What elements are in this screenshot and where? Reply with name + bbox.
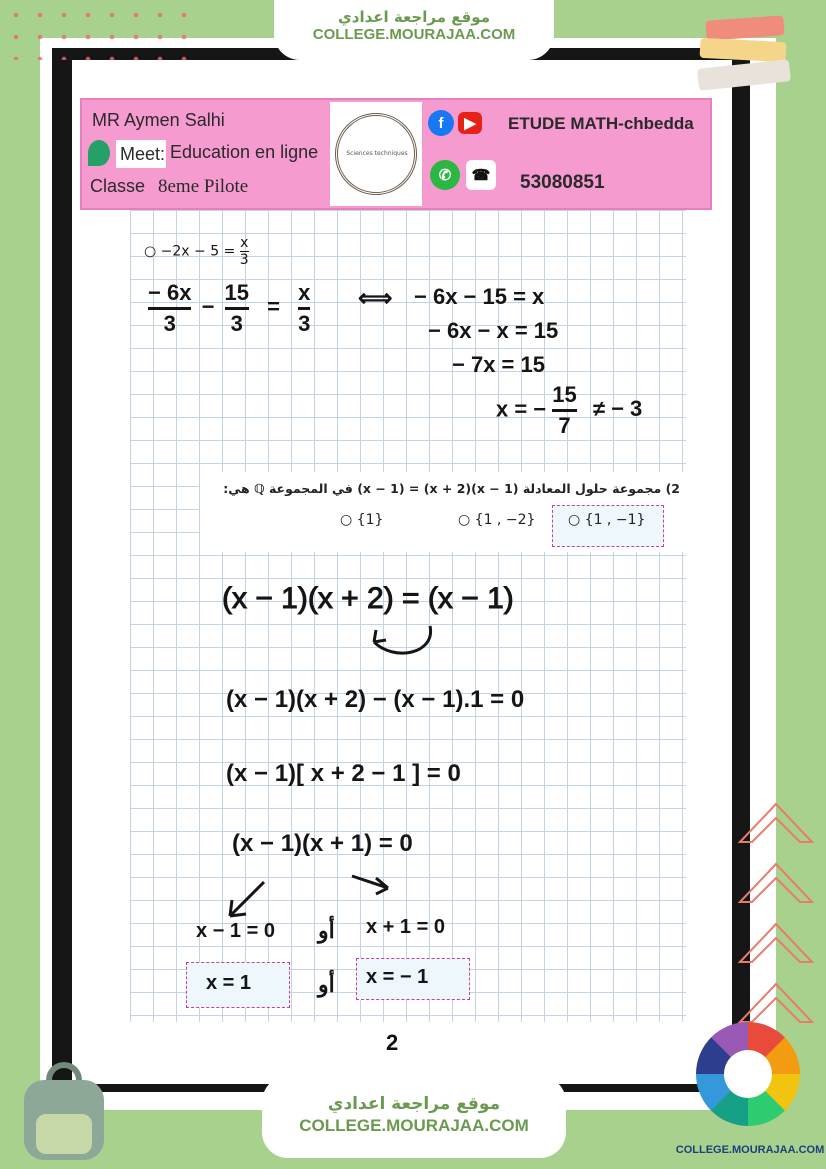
exercise2-question: 2) مجموعة حلول المعادلة (x − 1)(x + 2) = (x − 1) في المجموعة ℚ هي: — [223, 481, 680, 496]
whatsapp-icon[interactable]: ✆ — [430, 160, 460, 190]
option-b[interactable]: ○ {1 , −2} — [458, 512, 536, 528]
work2-left-eq: x − 1 = 0 — [196, 920, 275, 942]
facebook-icon[interactable]: f — [428, 110, 454, 136]
work2-step1: (x − 1)(x + 2) = (x − 1) — [222, 582, 514, 615]
option-c[interactable]: ○ {1 , −1} — [568, 512, 646, 528]
backpack-icon — [18, 1062, 110, 1162]
chevron-up-icon — [734, 850, 818, 914]
site-header-arabic: موقع مراجعة اعدادي — [338, 8, 490, 26]
arrow-left-down-icon — [220, 876, 280, 926]
site-header[interactable] — [274, 0, 554, 60]
work2-or2: أو — [318, 972, 335, 997]
site-badge[interactable] — [675, 1018, 825, 1166]
class-value: 8eme Pilote — [158, 176, 249, 197]
option-radio-icon: ○ — [458, 512, 471, 528]
option-a[interactable]: ○ {1} — [340, 512, 384, 528]
teacher-name: MR Aymen Salhi — [92, 110, 225, 130]
work2-step4: (x − 1)(x + 1) = 0 — [232, 830, 413, 857]
option-radio-icon: ○ — [144, 243, 157, 260]
class-label: Classe — [90, 176, 146, 196]
school-logo: Sciences techniques — [330, 102, 422, 206]
books-icon — [694, 14, 804, 94]
etude-title: ETUDE MATH-chbedda — [508, 114, 694, 133]
site-header-url[interactable]: COLLEGE.MOURAJAA.COM — [312, 26, 516, 43]
chevron-up-icon — [734, 910, 818, 974]
meet-text: Education en ligne — [170, 142, 319, 162]
option-radio-icon: ○ — [568, 512, 581, 528]
arrow-right-icon — [348, 870, 408, 900]
exercise1-equation: ○ −2x − 5 = $\frac{x}{3}$ — [144, 235, 249, 268]
phone-number: 53080851 — [520, 172, 605, 193]
phone-icon[interactable]: ☎ — [466, 160, 496, 190]
meet-label: Meet: — [120, 144, 166, 164]
badge-url[interactable]: COLLEGE.MOURAJAA.COM — [675, 1144, 825, 1156]
decorative-dots — [0, 0, 200, 60]
curved-arrow-icon — [364, 620, 444, 664]
work1-iff: ⟺ — [358, 285, 393, 312]
option-radio-icon: ○ — [340, 512, 353, 528]
work1-line1-right: − 6x − 15 = x — [414, 284, 545, 309]
work1-line4: x = − $\frac{15}{7}$ ≠ − 3 — [496, 382, 643, 438]
site-footer-arabic: موقع مراجعة اعدادي — [327, 1094, 501, 1114]
page-number: 2 — [386, 1030, 399, 1055]
work2-left-sol: x = 1 — [206, 972, 252, 994]
youtube-icon[interactable]: ▶ — [458, 112, 482, 134]
work2-step3: (x − 1)[ x + 2 − 1 ] = 0 — [226, 760, 461, 787]
work1-line1: $\frac{- 6x}{3}$ − $\frac{15}{3}$ = $\frac{x}{3}$ — [148, 280, 311, 336]
work1-line2: − 6x − x = 15 — [428, 318, 559, 343]
work2-right-eq: x + 1 = 0 — [366, 916, 445, 938]
meet-icon — [88, 140, 110, 166]
work2-right-sol: x = − 1 — [366, 966, 429, 988]
work2-step2: (x − 1)(x + 2) − (x − 1).1 = 0 — [226, 686, 525, 713]
work2-or1: أو — [318, 918, 335, 943]
chevron-up-icon — [734, 790, 818, 854]
work1-line3: − 7x = 15 — [452, 352, 545, 377]
site-footer-url[interactable]: COLLEGE.MOURAJAA.COM — [299, 1116, 529, 1135]
site-footer[interactable] — [262, 1076, 566, 1158]
